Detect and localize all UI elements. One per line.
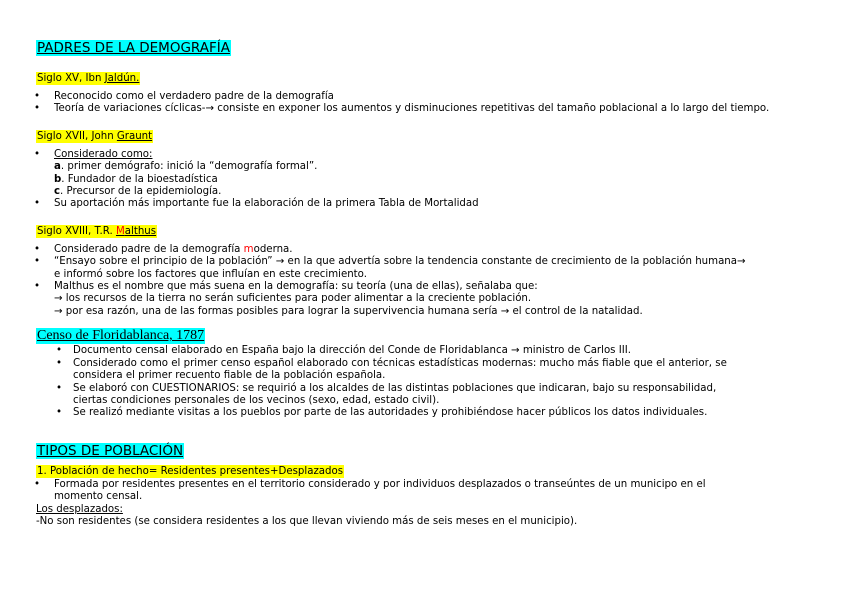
- subheading-poblacion-hecho: 1. Población de hecho= Residentes presentes+Desplazados: [37, 465, 344, 477]
- bullet-icon: •: [56, 345, 63, 357]
- list-item: • “Ensayo sobre el principio de la población” → en la que advertía sobre la tendencia constante de crecimiento de la población humana→ e informó sobre los factores que influían en este crecimiento.: [34, 256, 746, 280]
- bullet-list-xvii: [36, 149, 826, 211]
- bullet-icon: •: [34, 478, 41, 490]
- section-title-censo: Censo de Floridablanca, 1787: [37, 328, 205, 344]
- subheading-text: Siglo XVIII, T.R.: [37, 225, 116, 237]
- bullet-icon: •: [56, 357, 63, 369]
- subheading-siglo-xv: [36, 72, 140, 85]
- bullet-icon: •: [34, 256, 41, 268]
- bullet-icon: •: [34, 91, 41, 102]
- subheading-siglo-xvii: [36, 130, 153, 143]
- bullet-list-censo: [36, 345, 826, 419]
- list-item: b. Fundador de la bioestadística: [54, 173, 218, 185]
- bullet-list-xviii: [36, 244, 826, 318]
- bullet-list-xv: [36, 91, 826, 116]
- subheading-name: Graunt: [116, 130, 153, 142]
- considerado-label: Considerado como:: [54, 148, 153, 160]
- list-item: • Considerado padre de la demografía moderna.: [34, 243, 293, 255]
- list-item: • Su aportación más importante fue la elaboración de la primera Tabla de Mortalidad: [34, 198, 479, 210]
- bullet-icon: •: [34, 148, 41, 160]
- list-item: • Teoría de variaciones cíclicas-→ consiste en exponer los aumentos y disminuciones repetitivas del tamaño poblacional a lo largo del tiempo.: [34, 103, 770, 115]
- document-page: [36, 37, 826, 528]
- bullet-icon: •: [34, 243, 41, 255]
- desplazados-label: Los desplazados:: [36, 503, 123, 515]
- list-item: • Se elaboró con CUESTIONARIOS: se requirió a los alcaldes de las distintas poblaciones que indicaran, bajo su responsabilidad, ciertas condiciones personales de los vecinos (sexo, edad, estado civil).: [56, 382, 717, 406]
- subheading-text: Siglo XV, Ibn: [37, 73, 105, 84]
- list-item: a. primer demógrafo: inició la “demografía formal”.: [54, 161, 318, 173]
- list-item: • Reconocido como el verdadero padre de la demografía: [34, 91, 334, 102]
- bullet-icon: •: [34, 281, 41, 293]
- bullet-list-tipos: [36, 479, 826, 504]
- list-item: [36, 149, 826, 161]
- section-title-tipos: TIPOS DE POBLACIÓN: [37, 442, 184, 459]
- subheading-siglo-xviii: [36, 225, 157, 238]
- list-item: • Malthus es el nombre que más suena en la demografía: su teoría (una de ellas), señalaba que: → los recursos de la tierra no serán suficientes para poder alimentar a la creciente población. → por esa razón, una de las formas posibles para lograr la supervivencia humana sería → el control de la natalidad.: [34, 281, 643, 317]
- subheading-text: Siglo XVII, John: [37, 130, 117, 142]
- list-item: c. Precursor de la epidemiología.: [54, 186, 222, 198]
- bullet-icon: •: [34, 103, 41, 115]
- bullet-icon: •: [56, 407, 63, 419]
- list-item: • Se realizó mediante visitas a los pueblos por parte de las autoridades y prohibiéndose hacer públicos los datos individuales.: [56, 407, 708, 419]
- subheading-name: Jaldún.: [104, 73, 140, 84]
- bullet-icon: •: [34, 198, 41, 210]
- section-title-padres: PADRES DE LA DEMOGRAFÍA: [37, 40, 230, 56]
- list-item: • Considerado como el primer censo español elaborado con técnicas estadísticas modernas: mucho más fiable que el anterior, se considera el primer recuento fiable de la población española.: [56, 357, 727, 382]
- list-item: • Formada por residentes presentes en el territorio considerado y por individuos desplazados o transeúntes de un municipo en el momento censal.: [34, 478, 706, 503]
- list-item: • Documento censal elaborado en España bajo la dirección del Conde de Floridablanca → ministro de Carlos III.: [56, 345, 631, 357]
- subheading-name: Malthus: [115, 225, 157, 237]
- desplazados-text: -No son residentes (se considera residentes a los que llevan viviendo más de seis meses en el municipio).: [36, 515, 578, 527]
- bullet-icon: •: [56, 382, 63, 394]
